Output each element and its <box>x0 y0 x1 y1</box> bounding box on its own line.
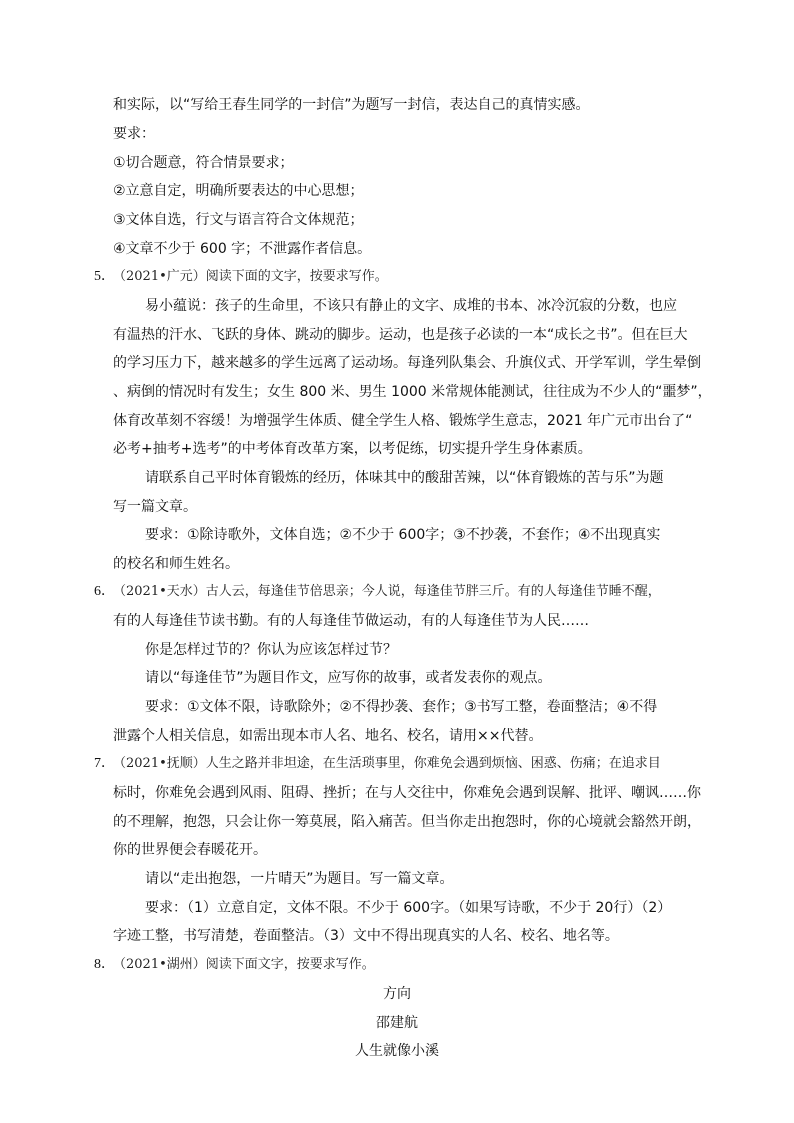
question-5-requirements: 的校名和师生姓名。 <box>113 556 239 572</box>
question-5-line: 的学习压力下，越来越多的学生远离了运动场。每逢列队集会、升旗仪式、开学军训，学生晕倒 <box>113 355 701 371</box>
question-5-requirements: 要求：①除诗歌外，文体自选；②不少于 600字；③不抄袭，不套作；④不出现真实 <box>145 527 661 543</box>
question-5-number: 5． <box>94 269 115 284</box>
question-7-line: 你的世界便会春暖花开。 <box>113 842 267 858</box>
question-5-source: （2021•广元）阅读下面的文字，按要求写作。 <box>113 269 388 284</box>
poem-first-line: 人生就像小溪 <box>355 1043 439 1059</box>
question-6-prompt: 请以“每逢佳节”为题目作文，应写你的故事，或者发表你的观点。 <box>145 670 552 686</box>
requirement-2: ②立意自定，明确所要表达的中心思想； <box>113 183 364 199</box>
question-7-requirements: 要求：（1）立意自定，文体不限。不少于 600字。（如果写诗歌，不少于 20行）（2） <box>145 900 672 916</box>
question-6-requirements: 要求：①文体不限，诗歌除外；②不得抄袭、套作；③书写工整，卷面整洁；④不得 <box>145 699 658 715</box>
question-7-number: 7． <box>94 756 115 771</box>
question-7-source: （2021•抚顺）人生之路并非坦途，在生活琐事里，你难免会遇到烦恼、困惑、伤痛；在追求目 <box>113 756 661 771</box>
question-7-prompt: 请以“走出抱怨，一片晴天”为题目。写一篇文章。 <box>145 871 454 887</box>
requirement-3: ③文体自选，行文与语言符合文体规范； <box>113 212 364 228</box>
question-5-prompt: 请联系自己平时体育锻炼的经历，体味其中的酸甜苦辣，以“体育锻炼的苦与乐”为题 <box>145 470 664 486</box>
question-8-number: 8． <box>94 957 115 972</box>
requirements-heading: 要求： <box>113 126 155 142</box>
requirement-1: ①切合题意，符合情景要求； <box>113 155 294 171</box>
question-7-line: 的不理解，抱怨，只会让你一筹莫展，陷入痛苦。但当你走出抱怨时，你的心境就会豁然开朗， <box>113 814 701 830</box>
question-5-prompt: 写一篇文章。 <box>113 499 197 515</box>
question-7-requirements: 字迹工整，书写清楚，卷面整洁。（3）文中不得出现真实的人名、校名、地名等。 <box>113 928 619 944</box>
question-6-source: （2021•天水）古人云，每逢佳节倍思亲；今人说，每逢佳节胖三斤。有的人每逢佳节睡不醒， <box>113 584 661 599</box>
poem-author: 邵建航 <box>376 1015 418 1031</box>
question-5-line: 易小蕴说：孩子的生命里，不该只有静止的文字、成堆的书本、冰冷沉寂的分数，也应 <box>145 298 677 314</box>
question-5-line: 体育改革刻不容缓！为增强学生体质、健全学生人格、锻炼学生意志，2021 年广元市出台了“ <box>113 413 693 429</box>
question-6-line: 有的人每逢佳节读书勤。有的人每逢佳节做运动，有的人每逢佳节为人民…… <box>113 613 589 629</box>
requirement-4: ④文章不少于 600 字；不泄露作者信息。 <box>113 241 372 257</box>
question-5-line: 必考+抽考+选考”的中考体育改革方案，以考促练，切实提升学生身体素质。 <box>113 441 592 457</box>
question-5-line: 、病倒的情况时有发生；女生 800 米、男生 1000 米常规体能测试，往往成为不少人的“噩梦”， <box>113 384 712 400</box>
question-7-line: 标时，你难免会遇到风雨、阻碍、挫折；在与人交往中，你难免会遇到误解、批评、嘲讽……你 <box>113 785 701 801</box>
question-6-requirements: 泄露个人相关信息，如需出现本市人名、地名、校名，请用××代替。 <box>113 728 543 744</box>
poem-title: 方向 <box>383 986 411 1002</box>
intro-line-1: 和实际，以“写给王春生同学的一封信”为题写一封信，表达自己的真情实感。 <box>113 97 590 113</box>
question-6-line: 你是怎样过节的？你认为应该怎样过节？ <box>145 642 397 658</box>
question-6-number: 6． <box>94 584 115 599</box>
question-5-line: 有温热的汗水、飞跃的身体、跳动的脚步。运动，也是孩子必读的一本“成长之书”。但在巨大 <box>113 327 688 343</box>
question-8-source: （2021•湖州）阅读下面文字，按要求写作。 <box>113 957 375 972</box>
